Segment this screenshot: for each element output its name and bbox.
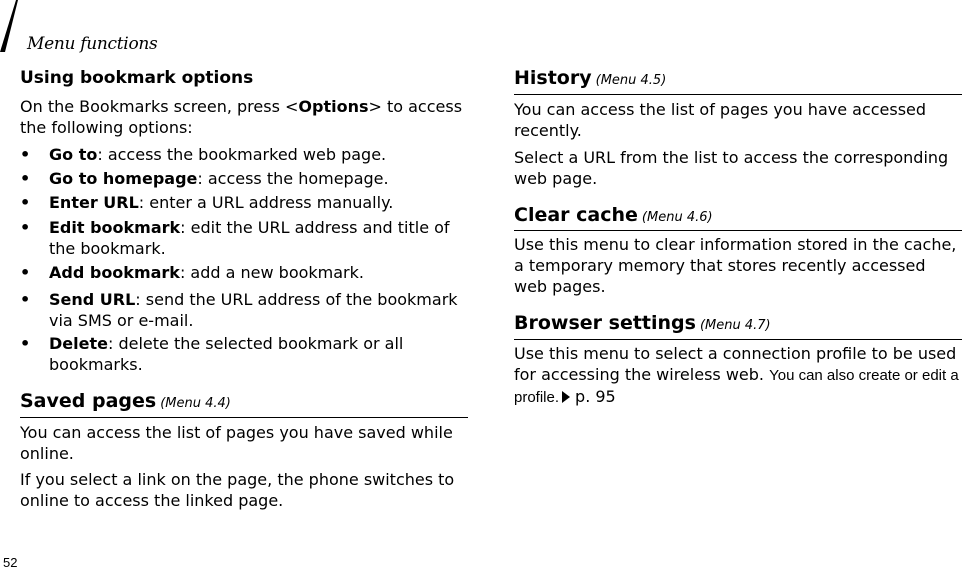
- history-heading: [514, 67, 666, 89]
- option-desc: : access the bookmarked web page.: [97, 145, 387, 164]
- bullet-dot: •: [20, 218, 31, 237]
- browser-settings-menu-ref: (Menu 4.7): [699, 318, 771, 333]
- browser-settings-heading: [514, 312, 771, 334]
- bookmark-options-intro: [20, 96, 468, 138]
- options-key-label: Options: [298, 97, 369, 116]
- bullet-dot: •: [20, 290, 31, 309]
- option-term: Go to homepage: [49, 169, 198, 188]
- option-desc: : send the URL address of the bookmark via SMS or e-mail.: [49, 290, 458, 330]
- clear-cache-title: Clear cache: [514, 204, 638, 226]
- clear-cache-para-1: Use this menu to clear information stored in the cache, a temporary memory that stores recently accessed web pages.: [514, 235, 957, 296]
- bullet-dot: •: [20, 169, 31, 188]
- option-term: Enter URL: [49, 193, 139, 212]
- clear-cache-heading: [514, 204, 713, 226]
- history-title: History: [514, 67, 592, 89]
- option-term: Edit bookmark: [49, 218, 181, 237]
- saved-pages-para-1: You can access the list of pages you have saved while online.: [20, 423, 453, 463]
- saved-pages-menu-ref: (Menu 4.4): [160, 396, 231, 411]
- bullet-dot: •: [20, 145, 31, 164]
- browser-settings-para: [514, 343, 962, 408]
- page-reference: p. 95: [575, 387, 616, 406]
- saved-pages-title: Saved pages: [20, 390, 157, 412]
- section-divider: [514, 339, 962, 340]
- header-bar-graphic: [0, 0, 18, 52]
- section-divider: [514, 94, 962, 95]
- browser-settings-title: Browser settings: [514, 312, 696, 334]
- clear-cache-menu-ref: (Menu 4.6): [641, 210, 713, 225]
- option-desc: : edit the URL address and title of the bookmark.: [49, 218, 450, 258]
- option-desc: : access the homepage.: [197, 169, 389, 188]
- option-term: Send URL: [49, 290, 136, 309]
- section-divider: [514, 230, 962, 231]
- browser-settings-main-text: Use this menu to select a connection profile to be used for accessing the wireless web.: [514, 344, 957, 384]
- browser-settings-note: You can also create or edit a profile.: [514, 367, 959, 406]
- option-term: Go to: [49, 145, 98, 164]
- page-reference-arrow-icon: [562, 391, 570, 403]
- bullet-dot: •: [20, 334, 31, 353]
- saved-pages-para-2: If you select a link on the page, the phone switches to online to access the linked page.: [20, 470, 455, 510]
- bullet-dot: •: [20, 263, 31, 282]
- page-header-title: Menu functions: [27, 34, 158, 54]
- saved-pages-heading: [20, 390, 231, 412]
- option-term: Add bookmark: [49, 263, 180, 282]
- option-desc: : delete the selected bookmark or all bookmarks.: [49, 334, 404, 374]
- option-term: Delete: [49, 334, 108, 353]
- history-para-2: Select a URL from the list to access the corresponding web page.: [514, 148, 949, 188]
- intro-text-post: > to access the following options:: [20, 97, 463, 137]
- bullet-dot: •: [20, 193, 31, 212]
- history-para-1: You can access the list of pages you have accessed recently.: [514, 100, 927, 140]
- option-desc: : enter a URL address manually.: [138, 193, 394, 212]
- history-menu-ref: (Menu 4.5): [595, 73, 667, 88]
- option-desc: : add a new bookmark.: [179, 263, 364, 282]
- section-divider: [20, 417, 468, 418]
- page-number: 52: [3, 555, 18, 570]
- intro-text-pre: On the Bookmarks screen, press <: [20, 97, 299, 116]
- bookmark-options-heading: Using bookmark options: [20, 68, 254, 88]
